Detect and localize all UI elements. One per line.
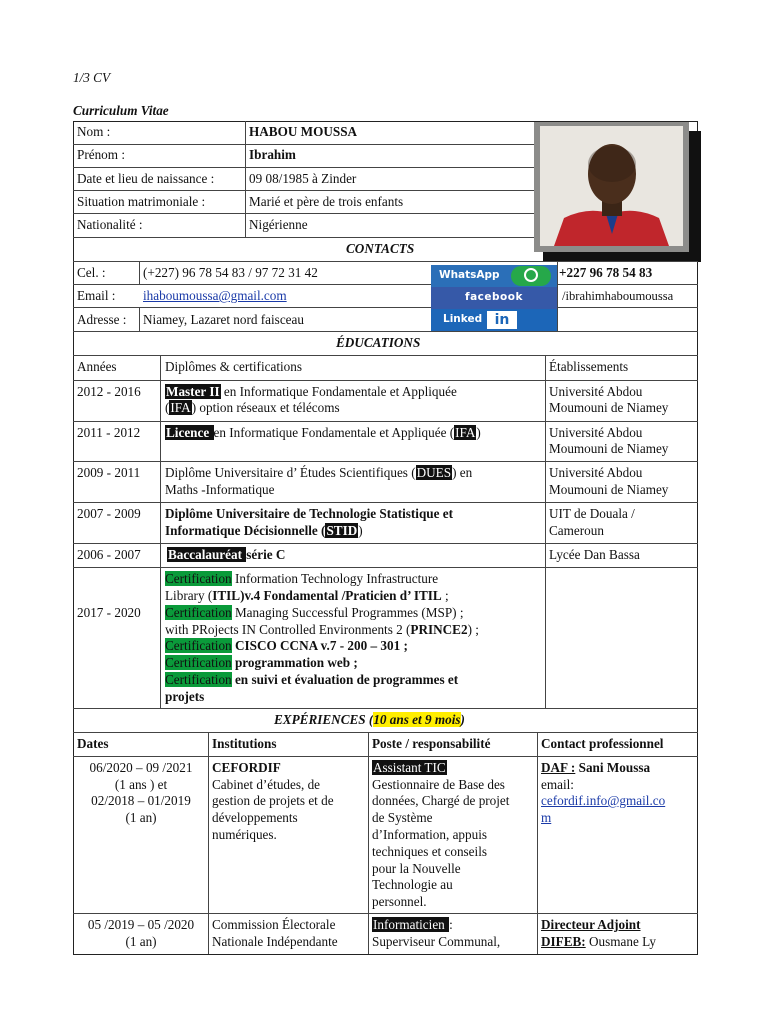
exp-date: (1 an) [125,810,157,825]
abbr-badge: IFA [455,425,476,440]
exp-contact: Directeur Adjoint [541,917,641,932]
edu-diploma-line: (IFA) option réseaux et télécoms [165,400,340,415]
exp-institution: Nationale Indépendante [212,934,338,949]
exp-duty: données, Chargé de projet [372,793,510,808]
exp-duty: Superviseur Communal, [372,934,501,949]
value-prenom: Ibrahim [249,147,296,162]
cert-line: with PRojects IN Controlled Environments 2 (PRINCE2) ; [165,622,479,637]
edu-diploma-line: Diplôme Universitaire d’ Études Scientifiques (DUES) en [165,465,473,480]
label-nationalite: Nationalité : [77,217,143,232]
value-naissance: 09 08/1985 à Zinder [249,171,357,186]
exp-contact-email-label: email: [541,777,574,792]
facebook-handle: /ibrahimhaboumoussa [562,289,674,303]
exp-institution: CEFORDIF [212,760,281,775]
position-badge: Informaticien [373,917,449,932]
document-title: Curriculum Vitae [73,103,169,118]
edu-year: 2011 - 2012 [77,425,141,440]
edu-school: Université Abdou [549,425,643,440]
edu-year: 2012 - 2016 [77,384,141,399]
exp-date: 06/2020 – 09 /2021 [89,760,193,775]
degree-badge: Master II [166,384,220,399]
email-link[interactable]: ihaboumoussa@gmail.com [143,288,287,303]
edu-school: Université Abdou [549,384,643,399]
facebook-label: facebook [465,291,523,303]
exp-institution-desc: gestion de projets et de [212,793,334,808]
contact-email-link[interactable]: cefordif.info@gmail.co [541,793,666,808]
col-poste: Poste / responsabilité [372,736,491,751]
cert-badge: Certification [165,672,232,687]
abbr-badge: DUES [416,465,452,480]
abbr-badge: IFA [170,400,191,415]
exp-institution-desc: développements [212,810,298,825]
edu-year: 2006 - 2007 [77,547,141,562]
exp-duty: de Système [372,810,433,825]
exp-date: 02/2018 – 01/2019 [91,793,191,808]
col-annees: Années [77,359,117,374]
whatsapp-icon [431,265,557,287]
label-prenom: Prénom : [77,147,125,162]
cert-line: Certification en suivi et évaluation de programmes et [165,672,459,687]
contacts-header: CONTACTS [346,241,415,256]
abbr-badge: STID [326,523,358,538]
cert-badge: Certification [165,605,232,620]
exp-duty: Technologie au [372,877,453,892]
exp-duty: Gestionnaire de Base des [372,777,505,792]
value-situation: Marié et père de trois enfants [249,194,404,209]
exp-date: (1 ans ) et [114,777,168,792]
linkedin-icon [431,309,557,331]
edu-school: Université Abdou [549,465,643,480]
edu-diploma-line: Master II en Informatique Fondamentale et Appliquée [166,384,457,399]
value-nationalite: Nigérienne [249,217,308,232]
edu-school: Moumouni de Niamey [549,482,669,497]
label-cel: Cel. : [77,265,106,280]
cert-badge: Certification [165,638,232,653]
cert-line: Certification CISCO CCNA v.7 - 200 – 301 ; [165,638,408,653]
exp-duty: pour la Nouvelle [372,861,461,876]
experience-header: EXPÉRIENCES (10 ans et 9 mois) [274,712,465,727]
cert-line: Library (ITIL)v.4 Fondamental /Praticien d’ ITIL ; [165,588,449,603]
edu-diploma-line: Baccalauréat série C [168,547,286,562]
value-adresse: Niamey, Lazaret nord faisceau [143,312,304,327]
edu-school: UIT de Douala / [549,506,635,521]
edu-school: Moumouni de Niamey [549,400,669,415]
edu-school: Moumouni de Niamey [549,441,669,456]
degree-badge: Baccalauréat [168,547,246,562]
linkedin-label: Linked [443,313,483,325]
exp-contact: DAF : Sani Moussa [541,760,651,775]
page-header: 1/3 CV [73,70,110,85]
edu-year: 2017 - 2020 [77,605,141,620]
cert-badge: Certification [165,655,232,670]
exp-duty: techniques et conseils [372,844,487,859]
education-header: ÉDUCATIONS [336,335,421,350]
exp-institution-desc: Cabinet d’études, de [212,777,321,792]
exp-duty: d’Information, appuis [372,827,487,842]
contact-email-link[interactable]: m [541,810,552,825]
cert-line: Certification programmation web ; [165,655,358,670]
edu-school: Lycée Dan Bassa [549,547,640,562]
edu-school: Cameroun [549,523,604,538]
cert-badge: Certification [165,571,232,586]
label-naissance: Date et lieu de naissance : [77,171,215,186]
position-badge: Assistant TIC [373,760,446,775]
edu-diploma-line: Licence en Informatique Fondamentale et Appliquée (IFA) [166,425,481,440]
whatsapp-label: WhatsApp [439,269,500,281]
value-cel: (+227) 96 78 54 83 / 97 72 31 42 [143,265,318,280]
label-email: Email : [77,288,116,303]
exp-duty: personnel. [372,894,427,909]
label-nom: Nom : [77,124,111,139]
linkedin-in: in [487,311,517,329]
profile-photo [534,122,689,252]
exp-institution: Commission Électorale [212,917,336,932]
edu-year: 2007 - 2009 [77,506,141,521]
edu-year: 2009 - 2011 [77,465,141,480]
experience-duration: 10 ans et 9 mois [373,712,461,727]
cert-line: Certification Information Technology Infrastructure [165,571,439,586]
col-diplomes: Diplômes & certifications [165,359,302,374]
label-adresse: Adresse : [77,312,127,327]
degree-badge: Licence [166,425,213,440]
value-nom: HABOU MOUSSA [249,124,358,139]
cert-line: Certification Managing Successful Programmes (MSP) ; [165,605,464,620]
exp-contact: DIFEB: Ousmane Ly [541,934,657,949]
col-contact: Contact professionnel [541,736,664,751]
label-situation: Situation matrimoniale : [77,194,206,209]
col-institutions: Institutions [212,736,277,751]
col-etablissements: Établissements [549,359,629,374]
col-dates: Dates [77,736,109,751]
edu-diploma-line: Diplôme Universitaire de Technologie Statistique et [165,506,454,521]
edu-diploma-line: Informatique Décisionnelle (STID) [165,523,363,538]
whatsapp-number: +227 96 78 54 83 [559,265,653,280]
exp-institution-desc: numériques. [212,827,277,842]
exp-date: 05 /2019 – 05 /2020 [87,917,195,932]
cert-line: projets [165,689,205,704]
facebook-icon [431,287,557,309]
edu-diploma-line: Maths -Informatique [165,482,275,497]
exp-date: (1 an) [125,934,157,949]
